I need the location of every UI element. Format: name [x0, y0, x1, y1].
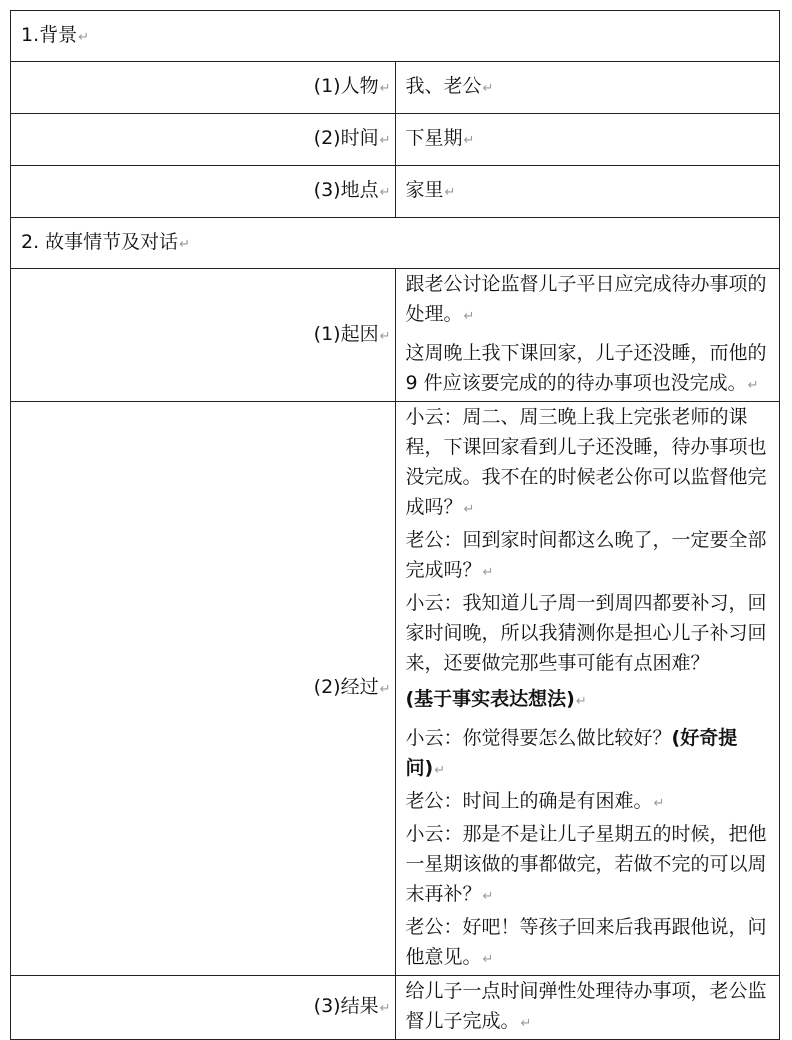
section-heading — [11, 218, 780, 269]
paragraph-mark-icon: ↵ — [463, 502, 475, 517]
dialogue-line: 老公：时间上的确是有困难。↵ — [405, 790, 665, 812]
paragraph-mark-icon: ↵ — [78, 29, 90, 45]
paragraph-mark-icon: ↵ — [482, 952, 494, 967]
section-title: 1.背景 — [21, 23, 78, 46]
dialogue-note: (基于事实表达想法)↵ — [405, 688, 587, 710]
paragraph: 这周晚上我下课回家，儿子还没睡，而他的 9 件应该要完成的的待办事项也没完成。↵ — [405, 342, 767, 394]
cause-row — [11, 269, 780, 402]
section-row-story — [11, 218, 780, 269]
paragraph-mark-icon: ↵ — [179, 236, 191, 252]
dialogue-line: 老公：回到家时间都这么晚了，一定要全部完成吗？↵ — [405, 529, 767, 581]
row-value — [395, 402, 780, 976]
paragraph-mark-icon: ↵ — [379, 682, 391, 697]
row-label: (3)结果↵ — [11, 976, 396, 1040]
table-row — [11, 62, 780, 114]
table-row — [11, 166, 780, 218]
table-row — [11, 114, 780, 166]
paragraph-mark-icon: ↵ — [444, 185, 456, 200]
paragraph-mark-icon: ↵ — [482, 81, 494, 96]
paragraph-mark-icon: ↵ — [463, 133, 475, 148]
section-title: 2. 故事情节及对话 — [21, 230, 179, 253]
dialogue-line: 小云：周二、周三晚上我上完张老师的课程，下课回家看到儿子还没睡，待办事项也没完成。我不在的时候老公你可以监督他完成吗？↵ — [405, 406, 767, 518]
paragraph-mark-icon: ↵ — [379, 1001, 391, 1016]
dialogue-line: 小云：我知道儿子周一到周四都要补习，回家时间晚，所以我猜测你是担心儿子补习回来，还要做完那些事可能有点困难？ — [405, 592, 767, 674]
section-heading — [11, 11, 780, 62]
paragraph-mark-icon: ↵ — [747, 378, 759, 393]
paragraph-mark-icon: ↵ — [482, 565, 494, 580]
row-label: (2)时间↵ — [11, 114, 396, 166]
paragraph-mark-icon: ↵ — [379, 328, 391, 344]
paragraph-mark-icon: ↵ — [379, 133, 391, 148]
section-row-background — [11, 11, 780, 62]
paragraph: 跟老公讨论监督儿子平日应完成待办事项的处理。↵ — [405, 273, 767, 325]
paragraph-mark-icon: ↵ — [482, 889, 494, 904]
dialogue-line: 小云：你觉得要怎么做比较好？(好奇提问)↵ — [405, 727, 738, 779]
row-value: 我、老公↵ — [395, 62, 780, 114]
story-table — [10, 10, 780, 1040]
paragraph-mark-icon: ↵ — [379, 81, 391, 96]
document-page — [10, 10, 780, 1040]
row-value: 给儿子一点时间弹性处理待办事项，老公监督儿子完成。↵ — [395, 976, 780, 1040]
dialogue-line: 小云：那是不是让儿子星期五的时候，把他一星期该做的事都做完，若做不完的可以周末再补？↵ — [405, 823, 767, 905]
paragraph-mark-icon: ↵ — [520, 1016, 532, 1031]
paragraph-mark-icon: ↵ — [463, 309, 475, 324]
process-row — [11, 402, 780, 976]
row-label: (3)地点↵ — [11, 166, 396, 218]
paragraph-mark-icon: ↵ — [434, 763, 446, 778]
paragraph-mark-icon: ↵ — [379, 185, 391, 200]
row-value — [395, 269, 780, 402]
result-row — [11, 976, 780, 1040]
paragraph-mark-icon: ↵ — [653, 796, 665, 811]
row-label: (2)经过↵ — [11, 402, 396, 976]
row-label: (1)起因↵ — [11, 269, 396, 402]
paragraph-mark-icon: ↵ — [575, 694, 587, 709]
row-value: 家里↵ — [395, 166, 780, 218]
dialogue-line: 老公：好吧！等孩子回来后我再跟他说，问他意见。↵ — [405, 916, 767, 968]
row-value: 下星期↵ — [395, 114, 780, 166]
row-label: (1)人物↵ — [11, 62, 396, 114]
